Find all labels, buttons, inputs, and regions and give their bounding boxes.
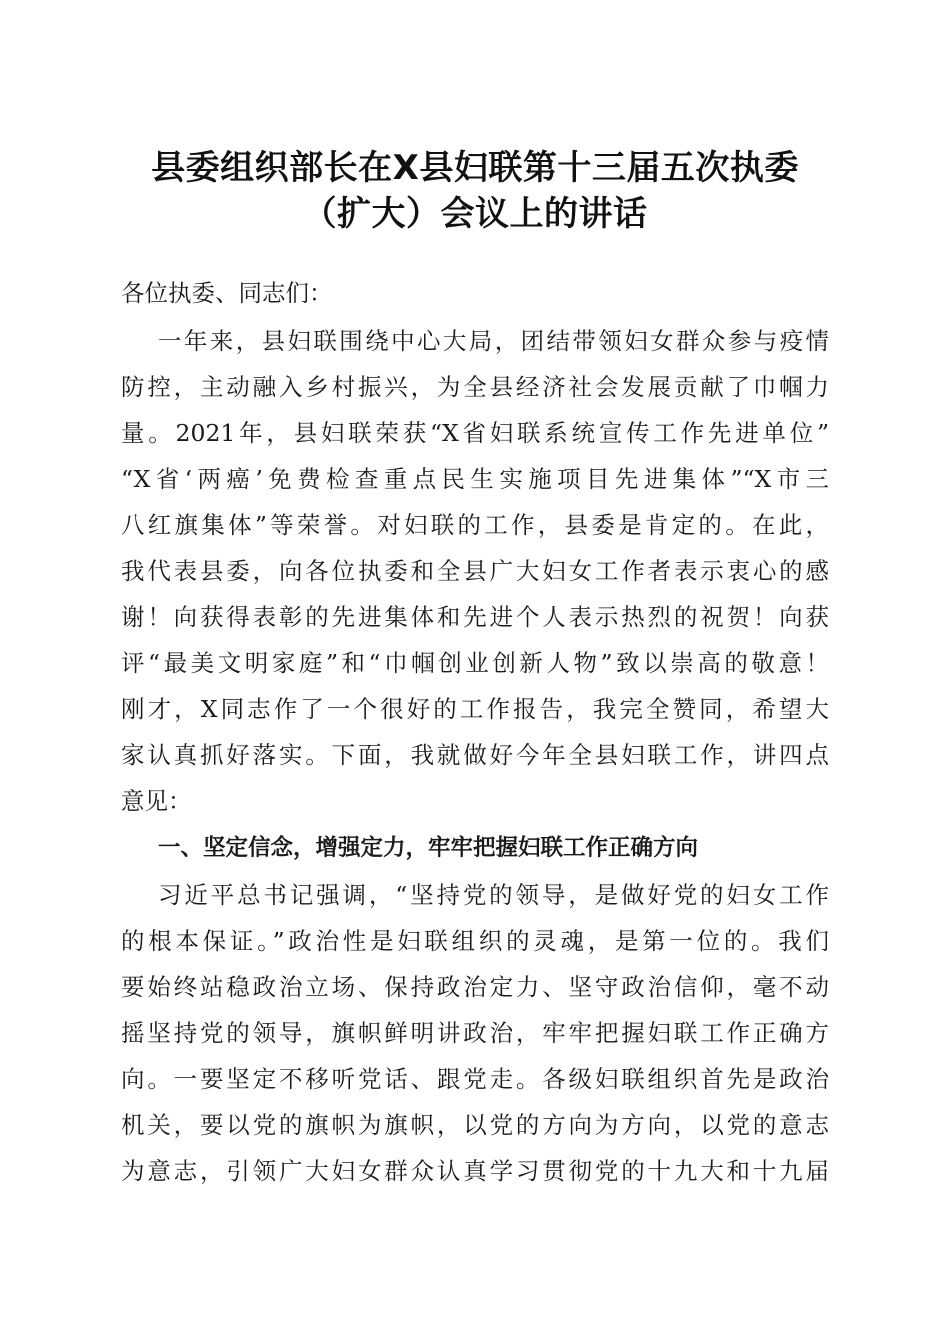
body-line: 量。2021年，县妇联荣获“X省妇联系统宣传工作先进单位” <box>121 419 829 447</box>
body-line: 刚才，X同志作了一个很好的工作报告，我完全赞同，希望大 <box>121 695 829 723</box>
body-line: 为意志，引领广大妇女群众认真学习贯彻党的十九大和十九届 <box>121 1157 829 1185</box>
body-line: 八红旗集体”等荣誉。对妇联的工作，县委是肯定的。在此， <box>121 511 829 539</box>
body-line: 我代表县委，向各位执委和全县广大妇女工作者表示衷心的感 <box>121 557 829 585</box>
body-line: 家认真抓好落实。下面，我就做好今年全县妇联工作，讲四点 <box>121 741 829 769</box>
document-title-line-2: （扩大）会议上的讲话 <box>302 194 648 234</box>
body-line: 意见： <box>121 787 192 815</box>
body-line: 一年来，县妇联围绕中心大局，团结带领妇女群众参与疫情 <box>158 327 829 355</box>
document-title-line-1: 县委组织部长在X县妇联第十三届五次执委 <box>151 148 799 188</box>
body-line: 评“最美文明家庭”和“巾帼创业创新人物”致以崇高的敬意！ <box>121 649 829 677</box>
body-line: 的根本保证。”政治性是妇联组织的灵魂，是第一位的。我们 <box>121 927 829 955</box>
body-line: “X省‘两癌’免费检查重点民生实施项目先进集体”“X市三 <box>121 465 829 493</box>
salutation: 各位执委、同志们： <box>121 279 333 307</box>
body-line: 习近平总书记强调，“坚持党的领导，是做好党的妇女工作 <box>158 881 829 909</box>
body-line: 防控，主动融入乡村振兴，为全县经济社会发展贡献了巾帼力 <box>121 373 829 401</box>
section-heading-1: 一、坚定信念，增强定力，牢牢把握妇联工作正确方向 <box>158 835 699 861</box>
body-line: 机关，要以党的旗帜为旗帜，以党的方向为方向，以党的意志 <box>121 1111 829 1139</box>
body-line: 摇坚持党的领导，旗帜鲜明讲政治，牢牢把握妇联工作正确方 <box>121 1019 829 1047</box>
body-line: 谢！向获得表彰的先进集体和先进个人表示热烈的祝贺！向获 <box>121 603 829 631</box>
body-line: 向。一要坚定不移听党话、跟党走。各级妇联组织首先是政治 <box>121 1065 829 1093</box>
body-line: 要始终站稳政治立场、保持政治定力、坚守政治信仰，毫不动 <box>121 973 829 1001</box>
